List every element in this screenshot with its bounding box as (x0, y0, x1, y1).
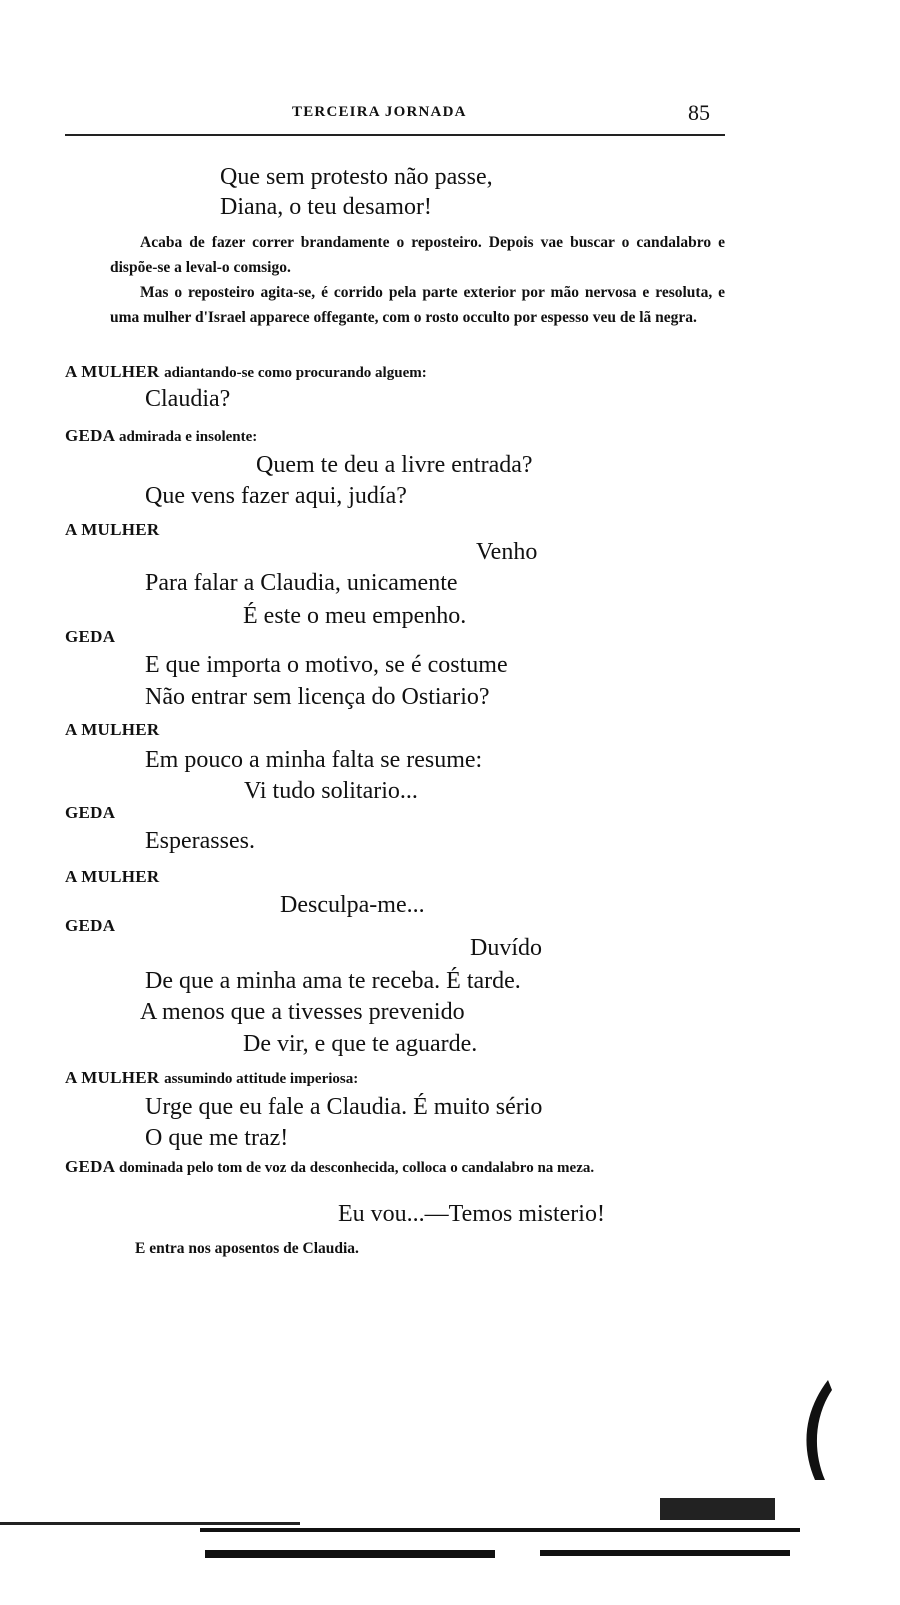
verse-line: Não entrar sem licença do Ostiario? (145, 684, 490, 710)
verse-line: De que a minha ama te receba. É tarde. (145, 968, 521, 994)
verse-line: É este o meu empenho. (243, 603, 467, 629)
speaker-name: GEDA (65, 1157, 115, 1176)
stage-direction (110, 280, 725, 330)
speaker-name: A MULHER (65, 362, 160, 381)
page-number: 85 (688, 100, 710, 125)
verse-line: Quem te deu a livre entrada? (256, 452, 533, 478)
running-title: TERCEIRA JORNADA (292, 104, 467, 120)
header-rule (65, 134, 725, 136)
bottom-edge-bar (540, 1550, 790, 1556)
stage-direction: E entra nos aposentos de Claudia. (135, 1240, 359, 1257)
verse-line: Venho (476, 539, 538, 565)
verse-line: Esperasses. (145, 828, 255, 854)
verse-line: Desculpa-me... (280, 892, 425, 918)
speaker-name: A MULHER (65, 1068, 160, 1087)
verse-line: De vir, e que te aguarde. (243, 1031, 478, 1057)
speaker-direction: adiantando-se como procurando alguem: (164, 365, 427, 381)
speaker-name: GEDA (65, 426, 115, 445)
speaker-line (65, 520, 160, 540)
speaker-direction: assumindo attitude imperiosa: (164, 1071, 359, 1087)
stage-direction (110, 230, 725, 280)
bottom-edge-line (200, 1528, 800, 1532)
verse-line: Vi tudo solitario... (244, 778, 418, 804)
verse-line: Que vens fazer aqui, judía? (145, 483, 407, 509)
verse-line: A menos que a tivesses prevenido (140, 999, 465, 1025)
scan-artifacts (0, 1370, 900, 1605)
speaker-line (65, 627, 115, 647)
verse-line: Duvído (470, 935, 542, 961)
stage-direction-paragraph: Acaba de fazer correr brandamente o reposteiro. Depois vae buscar o candalabro e dispõe-se a leval-o comsigo. (110, 234, 725, 276)
bottom-edge-bar (205, 1550, 495, 1558)
verse-line: Claudia? (145, 386, 231, 412)
speaker-line (65, 1068, 358, 1088)
speaker-name: A MULHER (65, 867, 160, 886)
speaker-line (65, 1156, 725, 1179)
speaker-name: A MULHER (65, 720, 160, 739)
speaker-line (65, 803, 115, 823)
ink-smudge (660, 1498, 775, 1520)
verse-line: E que importa o motivo, se é costume (145, 652, 508, 678)
verse-line: Para falar a Claudia, unicamente (145, 570, 458, 596)
speaker-name: A MULHER (65, 520, 160, 539)
verse-line: Eu vou...—Temos misterio! (338, 1201, 605, 1227)
verse-line: Diana, o teu desamor! (220, 194, 432, 220)
speaker-name: GEDA (65, 627, 116, 646)
speaker-direction: dominada pelo tom de voz da desconhecida, colloca o candalabro na meza. (118, 1160, 595, 1176)
speaker-line (65, 720, 160, 740)
speaker-line (65, 426, 257, 446)
speaker-name: GEDA (65, 803, 116, 822)
speaker-line (65, 867, 160, 887)
verse-line: Urge que eu fale a Claudia. É muito sério (145, 1094, 543, 1120)
speaker-line (65, 916, 115, 936)
verse-line: Que sem protesto não passe, (220, 164, 493, 190)
speaker-name: GEDA (65, 916, 116, 935)
speaker-direction: admirada e insolente: (118, 429, 258, 445)
bottom-edge-line (0, 1522, 300, 1525)
speaker-line (65, 362, 427, 382)
verse-line: O que me traz! (145, 1125, 289, 1151)
page-curl-mark (806, 1380, 832, 1480)
stage-direction-paragraph: Mas o reposteiro agita-se, é corrido pela parte exterior por mão nervosa e resoluta, e uma mulher d'Israel apparece offegante, com o rosto occulto por espesso veu de lã negra. (110, 284, 725, 326)
verse-line: Em pouco a minha falta se resume: (145, 747, 483, 773)
